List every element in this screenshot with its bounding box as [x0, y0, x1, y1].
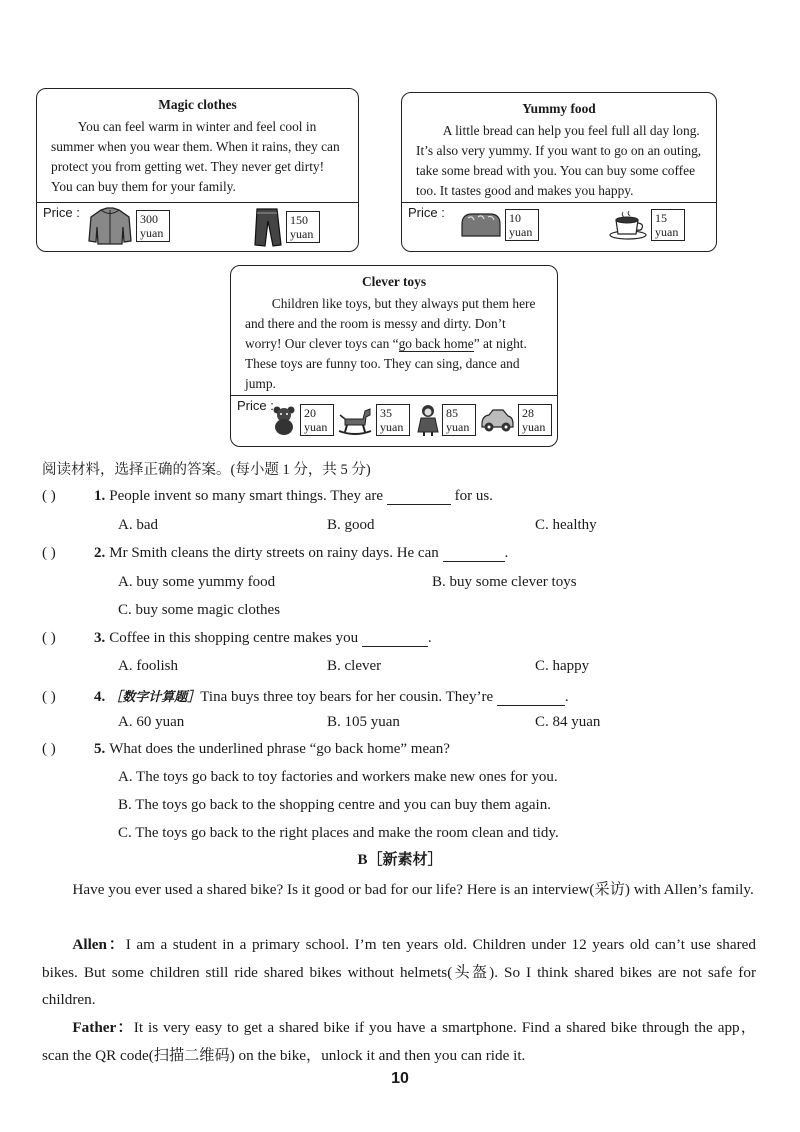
question-number: 1.: [94, 488, 106, 504]
price-unit: yuan: [380, 420, 404, 434]
price-box: [651, 209, 685, 241]
option-a[interactable]: A. buy some yummy food: [118, 574, 276, 590]
price-row: [402, 202, 716, 251]
price-amount: 10: [509, 211, 521, 225]
price-item-horse: [337, 404, 410, 436]
price-unit: yuan: [140, 226, 164, 240]
answer-blank: [497, 689, 565, 706]
question-number: 5.: [94, 741, 106, 757]
answer-bracket[interactable]: ( ): [42, 689, 56, 705]
price-amount: 35: [380, 406, 392, 420]
price-item-bread: [458, 209, 539, 241]
answer-bracket[interactable]: ( ): [42, 630, 56, 646]
section-b-intro: Have you ever used a shared bike? Is it good or bad for our life? Here is an interview(采访) with Allen’s family.: [72, 881, 754, 898]
question-text: People invent so many smart things. They are: [109, 488, 384, 504]
price-unit: yuan: [290, 227, 314, 241]
option-a[interactable]: A. 60 yuan: [118, 714, 185, 730]
bread-icon: [458, 210, 502, 240]
speaker-text: I am a student in a primary school. I’m ten years old. Children under 12 years old can’t use shared bikes. But some children still ride shared bikes without helmets(头盔). So I think shared bikes are not safe for children.: [42, 936, 756, 1008]
price-item-bear: [271, 404, 334, 436]
price-unit: yuan: [446, 420, 470, 434]
card-text-part: Children like toys, but they always put them here and there and the room is messy and dirty. Don’t worry! Our clever toys can “: [245, 296, 536, 351]
instructions: 阅读材料，选择正确的答案。(每小题 1 分，共 5 分): [42, 462, 371, 478]
price-box: [286, 211, 320, 243]
price-amount: 150: [290, 213, 308, 227]
price-amount: 28: [522, 406, 534, 420]
price-box: [442, 404, 476, 436]
question-number: 2.: [94, 545, 106, 561]
price-label: Price :: [408, 205, 445, 220]
price-unit: yuan: [304, 420, 328, 434]
option-a[interactable]: A. foolish: [118, 658, 178, 674]
answer-bracket[interactable]: ( ): [42, 741, 56, 757]
card-magic-clothes: [36, 88, 359, 252]
question-number: 3.: [94, 630, 106, 646]
question-1: [42, 488, 493, 505]
price-item-trousers: [251, 207, 320, 247]
price-box: [376, 404, 410, 436]
option-b[interactable]: B. clever: [327, 658, 382, 674]
underlined-phrase: go back home: [398, 336, 474, 351]
price-amount: 300: [140, 212, 158, 226]
card-yummy-food: [401, 92, 717, 252]
option-a[interactable]: A. bad: [118, 517, 158, 533]
section-b-heading: B［新素材］: [357, 852, 443, 868]
answer-blank: [443, 545, 505, 562]
price-box: [505, 209, 539, 241]
price-box: [518, 404, 552, 436]
question-text-after: .: [564, 689, 569, 705]
option-b[interactable]: B. good: [327, 517, 375, 533]
speaker-label: Allen：: [72, 936, 126, 953]
page-number: 10: [391, 1070, 409, 1087]
price-box: [300, 404, 334, 436]
question-text-after: .: [504, 545, 509, 561]
answer-blank: [387, 488, 451, 505]
teddy-bear-icon: [271, 405, 297, 435]
card-text-part: ” at night. These toys are funny too. They can sing, dance and jump.: [245, 336, 527, 391]
speaker-label: Father：: [72, 1019, 134, 1036]
option-c[interactable]: C. The toys go back to the right places and make the room clean and tidy.: [118, 825, 559, 841]
question-number: 4.: [94, 689, 106, 705]
answer-blank: [362, 630, 428, 647]
question-text-after: for us.: [454, 488, 493, 504]
card-title: Yummy food: [522, 101, 596, 116]
coffee-cup-icon: [608, 210, 648, 240]
card-text: You can feel warm in winter and feel cool in summer when you wear them. When it rains, they can protect you from getting wet. They never get dirty! You can buy them for your family.: [51, 119, 340, 194]
trousers-icon: [251, 207, 283, 247]
price-label: Price :: [237, 398, 274, 413]
price-item-jacket: [87, 207, 170, 245]
question-4: [42, 686, 569, 706]
option-c[interactable]: C. 84 yuan: [535, 714, 601, 730]
card-clever-toys: [230, 265, 558, 447]
doll-icon: [417, 404, 439, 436]
price-unit: yuan: [655, 225, 679, 239]
price-amount: 85: [446, 406, 458, 420]
price-item-car: [479, 404, 552, 436]
question-text-after: .: [427, 630, 432, 646]
price-row: [37, 202, 358, 251]
price-box: [136, 210, 170, 242]
toy-car-icon: [479, 406, 515, 434]
option-c[interactable]: C. healthy: [535, 517, 597, 533]
answer-bracket[interactable]: ( ): [42, 488, 56, 504]
question-text: Mr Smith cleans the dirty streets on rainy days. He can: [109, 545, 439, 561]
father-paragraph: [42, 1014, 756, 1069]
question-tag: ［数字计算题］: [109, 690, 201, 705]
question-text: Tina buys three toy bears for her cousin. They’re: [200, 689, 494, 705]
question-5: [42, 741, 450, 758]
answer-bracket[interactable]: ( ): [42, 545, 56, 561]
card-title: Magic clothes: [158, 97, 237, 112]
price-amount: 20: [304, 406, 316, 420]
card-text: [245, 294, 543, 394]
card-title: Clever toys: [361, 274, 427, 289]
option-b[interactable]: B. buy some clever toys: [432, 574, 577, 590]
price-unit: yuan: [509, 225, 533, 239]
question-2: [42, 545, 508, 562]
price-item-doll: [417, 404, 476, 436]
option-c[interactable]: C. happy: [535, 658, 590, 674]
option-c[interactable]: C. buy some magic clothes: [118, 602, 281, 618]
option-b[interactable]: B. The toys go back to the shopping centre and you can buy them again.: [118, 797, 551, 813]
allen-paragraph: [42, 931, 756, 1014]
price-row: [231, 395, 557, 446]
question-text: Coffee in this shopping centre makes you: [109, 630, 359, 646]
price-amount: 15: [655, 211, 667, 225]
price-label: Price :: [43, 205, 80, 220]
option-a[interactable]: A. The toys go back to toy factories and workers make new ones for you.: [118, 769, 558, 785]
price-item-coffee: [608, 209, 685, 241]
price-unit: yuan: [522, 420, 546, 434]
option-b[interactable]: B. 105 yuan: [327, 714, 400, 730]
question-3: [42, 630, 432, 647]
jacket-icon: [87, 207, 133, 245]
question-text: What does the underlined phrase “go back home” mean?: [109, 741, 450, 757]
speaker-text: It is very easy to get a shared bike if you have a smartphone. Find a shared bike through the app，scan the QR code(扫描二维码) on the bike，unlock it and then you can ride it.: [42, 1019, 756, 1064]
rocking-horse-icon: [337, 405, 373, 435]
card-text: A little bread can help you feel full all day long. It’s also very yummy. If you want to go on an outing, take some bread with you. You can buy some coffee too. It tastes good and makes you happy.: [416, 123, 702, 198]
